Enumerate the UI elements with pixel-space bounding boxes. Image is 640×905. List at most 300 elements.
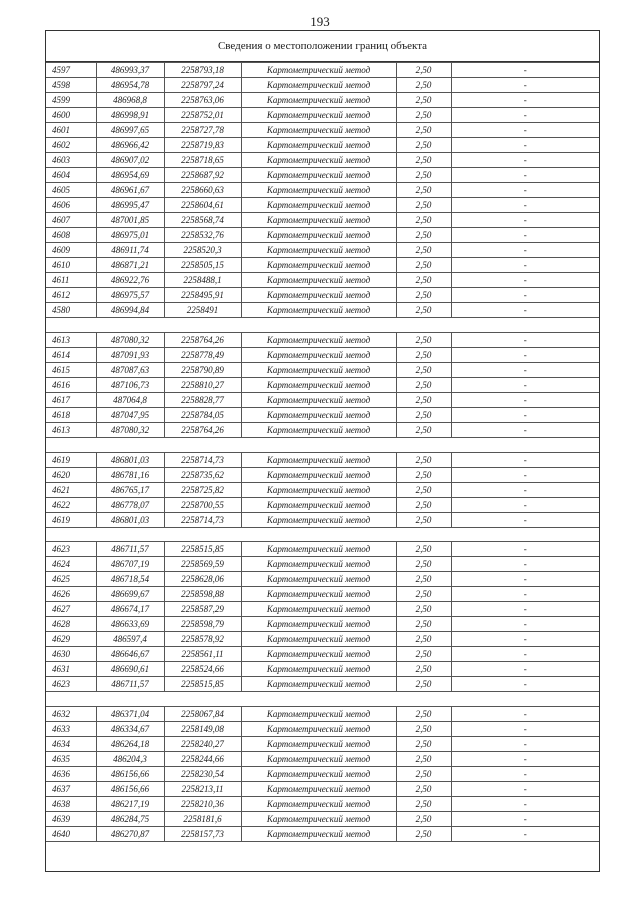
- table-row: [46, 258, 599, 273]
- method-cell: Картометрический метод: [241, 587, 396, 602]
- group-separator-cell: [46, 692, 599, 707]
- accuracy-cell: 2,50: [396, 497, 451, 512]
- table-row: [46, 452, 599, 467]
- point-number-cell: 4619: [46, 452, 96, 467]
- point-number-cell: 4612: [46, 288, 96, 303]
- accuracy-cell: 2,50: [396, 542, 451, 557]
- x-coordinate-cell: 486778,07: [96, 497, 164, 512]
- accuracy-cell: 2,50: [396, 213, 451, 228]
- y-coordinate-cell: 2258714,73: [164, 512, 241, 527]
- point-number-cell: 4636: [46, 767, 96, 782]
- x-coordinate-cell: 487106,73: [96, 377, 164, 392]
- point-number-cell: 4608: [46, 228, 96, 243]
- y-coordinate-cell: 2258149,08: [164, 722, 241, 737]
- accuracy-cell: 2,50: [396, 183, 451, 198]
- point-number-cell: 4622: [46, 497, 96, 512]
- description-cell: -: [451, 213, 599, 228]
- y-coordinate-cell: 2258240,27: [164, 737, 241, 752]
- point-number-cell: 4616: [46, 377, 96, 392]
- description-cell: -: [451, 153, 599, 168]
- description-cell: -: [451, 617, 599, 632]
- description-cell: -: [451, 572, 599, 587]
- table-row: [46, 362, 599, 377]
- description-cell: -: [451, 362, 599, 377]
- y-coordinate-cell: 2258495,91: [164, 288, 241, 303]
- method-cell: Картометрический метод: [241, 482, 396, 497]
- table-row: [46, 213, 599, 228]
- accuracy-cell: 2,50: [396, 722, 451, 737]
- method-cell: Картометрический метод: [241, 63, 396, 78]
- method-cell: Картометрический метод: [241, 78, 396, 93]
- point-number-cell: 4626: [46, 587, 96, 602]
- x-coordinate-cell: 486966,42: [96, 138, 164, 153]
- accuracy-cell: 2,50: [396, 752, 451, 767]
- point-number-cell: 4638: [46, 797, 96, 812]
- x-coordinate-cell: 486204,3: [96, 752, 164, 767]
- group-separator-row: [46, 437, 599, 452]
- accuracy-cell: 2,50: [396, 632, 451, 647]
- method-cell: Картометрический метод: [241, 108, 396, 123]
- y-coordinate-cell: 2258524,66: [164, 662, 241, 677]
- description-cell: -: [451, 512, 599, 527]
- description-cell: -: [451, 542, 599, 557]
- table-row: [46, 183, 599, 198]
- point-number-cell: 4629: [46, 632, 96, 647]
- table-row: [46, 377, 599, 392]
- accuracy-cell: 2,50: [396, 827, 451, 842]
- method-cell: Картометрический метод: [241, 767, 396, 782]
- y-coordinate-cell: 2258718,65: [164, 153, 241, 168]
- x-coordinate-cell: 486633,69: [96, 617, 164, 632]
- table-row: [46, 108, 599, 123]
- point-number-cell: 4602: [46, 138, 96, 153]
- point-number-cell: 4611: [46, 273, 96, 288]
- y-coordinate-cell: 2258810,27: [164, 377, 241, 392]
- method-cell: Картометрический метод: [241, 123, 396, 138]
- table-row: [46, 467, 599, 482]
- x-coordinate-cell: 486270,87: [96, 827, 164, 842]
- y-coordinate-cell: 2258764,26: [164, 422, 241, 437]
- accuracy-cell: 2,50: [396, 617, 451, 632]
- y-coordinate-cell: 2258784,05: [164, 407, 241, 422]
- description-cell: -: [451, 797, 599, 812]
- method-cell: Картометрический метод: [241, 467, 396, 482]
- y-coordinate-cell: 2258561,11: [164, 647, 241, 662]
- method-cell: Картометрический метод: [241, 632, 396, 647]
- method-cell: Картометрический метод: [241, 422, 396, 437]
- method-cell: Картометрический метод: [241, 647, 396, 662]
- x-coordinate-cell: 486711,57: [96, 542, 164, 557]
- table-row: [46, 677, 599, 692]
- y-coordinate-cell: 2258568,74: [164, 213, 241, 228]
- accuracy-cell: 2,50: [396, 677, 451, 692]
- description-cell: -: [451, 647, 599, 662]
- y-coordinate-cell: 2258515,85: [164, 677, 241, 692]
- accuracy-cell: 2,50: [396, 797, 451, 812]
- point-number-cell: 4631: [46, 662, 96, 677]
- method-cell: Картометрический метод: [241, 198, 396, 213]
- x-coordinate-cell: 486907,02: [96, 153, 164, 168]
- point-number-cell: 4635: [46, 752, 96, 767]
- point-number-cell: 4606: [46, 198, 96, 213]
- x-coordinate-cell: 486765,17: [96, 482, 164, 497]
- method-cell: Картометрический метод: [241, 347, 396, 362]
- x-coordinate-cell: 486801,03: [96, 452, 164, 467]
- description-cell: -: [451, 93, 599, 108]
- method-cell: Картометрический метод: [241, 557, 396, 572]
- description-cell: -: [451, 258, 599, 273]
- point-number-cell: 4613: [46, 332, 96, 347]
- point-number-cell: 4617: [46, 392, 96, 407]
- accuracy-cell: 2,50: [396, 377, 451, 392]
- method-cell: Картометрический метод: [241, 213, 396, 228]
- table-row: [46, 722, 599, 737]
- x-coordinate-cell: 486217,19: [96, 797, 164, 812]
- method-cell: Картометрический метод: [241, 228, 396, 243]
- description-cell: -: [451, 452, 599, 467]
- table-row: [46, 617, 599, 632]
- method-cell: Картометрический метод: [241, 497, 396, 512]
- x-coordinate-cell: 487064,8: [96, 392, 164, 407]
- method-cell: Картометрический метод: [241, 332, 396, 347]
- x-coordinate-cell: 487080,32: [96, 332, 164, 347]
- table-row: [46, 392, 599, 407]
- description-cell: -: [451, 78, 599, 93]
- point-number-cell: 4632: [46, 707, 96, 722]
- point-number-cell: 4624: [46, 557, 96, 572]
- y-coordinate-cell: 2258598,79: [164, 617, 241, 632]
- table-row: [46, 812, 599, 827]
- point-number-cell: 4598: [46, 78, 96, 93]
- point-number-cell: 4628: [46, 617, 96, 632]
- y-coordinate-cell: 2258181,6: [164, 812, 241, 827]
- table-row: [46, 63, 599, 78]
- point-number-cell: 4604: [46, 168, 96, 183]
- y-coordinate-cell: 2258727,78: [164, 123, 241, 138]
- x-coordinate-cell: 486911,74: [96, 243, 164, 258]
- description-cell: -: [451, 377, 599, 392]
- accuracy-cell: 2,50: [396, 332, 451, 347]
- description-cell: -: [451, 123, 599, 138]
- x-coordinate-cell: 486995,47: [96, 198, 164, 213]
- point-number-cell: 4633: [46, 722, 96, 737]
- y-coordinate-cell: 2258578,92: [164, 632, 241, 647]
- y-coordinate-cell: 2258763,06: [164, 93, 241, 108]
- method-cell: Картометрический метод: [241, 452, 396, 467]
- x-coordinate-cell: 486264,18: [96, 737, 164, 752]
- x-coordinate-cell: 486334,67: [96, 722, 164, 737]
- accuracy-cell: 2,50: [396, 362, 451, 377]
- x-coordinate-cell: 486975,57: [96, 288, 164, 303]
- method-cell: Картометрический метод: [241, 303, 396, 318]
- description-cell: -: [451, 243, 599, 258]
- method-cell: Картометрический метод: [241, 258, 396, 273]
- y-coordinate-cell: 2258628,06: [164, 572, 241, 587]
- description-cell: -: [451, 707, 599, 722]
- accuracy-cell: 2,50: [396, 198, 451, 213]
- description-cell: -: [451, 602, 599, 617]
- y-coordinate-cell: 2258764,26: [164, 332, 241, 347]
- accuracy-cell: 2,50: [396, 138, 451, 153]
- method-cell: Картометрический метод: [241, 512, 396, 527]
- x-coordinate-cell: 486954,78: [96, 78, 164, 93]
- description-cell: -: [451, 662, 599, 677]
- x-coordinate-cell: 486597,4: [96, 632, 164, 647]
- accuracy-cell: 2,50: [396, 572, 451, 587]
- y-coordinate-cell: 2258520,3: [164, 243, 241, 258]
- method-cell: Картометрический метод: [241, 153, 396, 168]
- table-row: [46, 737, 599, 752]
- point-number-cell: 4603: [46, 153, 96, 168]
- method-cell: Картометрический метод: [241, 662, 396, 677]
- point-number-cell: 4605: [46, 183, 96, 198]
- coordinates-table-body: [46, 63, 599, 842]
- method-cell: Картометрический метод: [241, 812, 396, 827]
- x-coordinate-cell: 486711,57: [96, 677, 164, 692]
- description-cell: -: [451, 767, 599, 782]
- description-cell: -: [451, 497, 599, 512]
- y-coordinate-cell: 2258515,85: [164, 542, 241, 557]
- x-coordinate-cell: 486994,84: [96, 303, 164, 318]
- point-number-cell: 4580: [46, 303, 96, 318]
- method-cell: Картометрический метод: [241, 707, 396, 722]
- table-row: [46, 782, 599, 797]
- accuracy-cell: 2,50: [396, 407, 451, 422]
- y-coordinate-cell: 2258604,61: [164, 198, 241, 213]
- description-cell: -: [451, 392, 599, 407]
- description-cell: -: [451, 63, 599, 78]
- x-coordinate-cell: 486371,04: [96, 707, 164, 722]
- y-coordinate-cell: 2258752,01: [164, 108, 241, 123]
- table-row: [46, 138, 599, 153]
- y-coordinate-cell: 2258778,49: [164, 347, 241, 362]
- description-cell: -: [451, 198, 599, 213]
- method-cell: Картометрический метод: [241, 243, 396, 258]
- point-number-cell: 4639: [46, 812, 96, 827]
- group-separator-cell: [46, 437, 599, 452]
- y-coordinate-cell: 2258660,63: [164, 183, 241, 198]
- y-coordinate-cell: 2258587,29: [164, 602, 241, 617]
- x-coordinate-cell: 486718,54: [96, 572, 164, 587]
- table-row: [46, 827, 599, 842]
- accuracy-cell: 2,50: [396, 662, 451, 677]
- accuracy-cell: 2,50: [396, 168, 451, 183]
- y-coordinate-cell: 2258719,83: [164, 138, 241, 153]
- x-coordinate-cell: 486998,91: [96, 108, 164, 123]
- y-coordinate-cell: 2258157,73: [164, 827, 241, 842]
- description-cell: -: [451, 737, 599, 752]
- page-number: 193: [310, 14, 330, 29]
- accuracy-cell: 2,50: [396, 602, 451, 617]
- coordinates-table: [46, 62, 599, 842]
- method-cell: Картометрический метод: [241, 617, 396, 632]
- y-coordinate-cell: 2258230,54: [164, 767, 241, 782]
- description-cell: -: [451, 812, 599, 827]
- y-coordinate-cell: 2258714,73: [164, 452, 241, 467]
- y-coordinate-cell: 2258210,36: [164, 797, 241, 812]
- accuracy-cell: 2,50: [396, 647, 451, 662]
- y-coordinate-cell: 2258700,55: [164, 497, 241, 512]
- point-number-cell: 4619: [46, 512, 96, 527]
- description-cell: -: [451, 482, 599, 497]
- description-cell: -: [451, 782, 599, 797]
- table-row: [46, 497, 599, 512]
- accuracy-cell: 2,50: [396, 347, 451, 362]
- x-coordinate-cell: 486156,66: [96, 782, 164, 797]
- y-coordinate-cell: 2258725,82: [164, 482, 241, 497]
- group-separator-row: [46, 692, 599, 707]
- y-coordinate-cell: 2258569,59: [164, 557, 241, 572]
- accuracy-cell: 2,50: [396, 123, 451, 138]
- description-cell: -: [451, 138, 599, 153]
- accuracy-cell: 2,50: [396, 737, 451, 752]
- accuracy-cell: 2,50: [396, 228, 451, 243]
- y-coordinate-cell: 2258067,84: [164, 707, 241, 722]
- table-row: [46, 482, 599, 497]
- x-coordinate-cell: 486968,8: [96, 93, 164, 108]
- y-coordinate-cell: 2258828,77: [164, 392, 241, 407]
- y-coordinate-cell: 2258488,1: [164, 273, 241, 288]
- description-cell: -: [451, 827, 599, 842]
- x-coordinate-cell: 486922,76: [96, 273, 164, 288]
- table-row: [46, 797, 599, 812]
- point-number-cell: 4637: [46, 782, 96, 797]
- description-cell: -: [451, 752, 599, 767]
- table-row: [46, 407, 599, 422]
- description-cell: -: [451, 347, 599, 362]
- y-coordinate-cell: 2258735,62: [164, 467, 241, 482]
- accuracy-cell: 2,50: [396, 78, 451, 93]
- y-coordinate-cell: 2258687,92: [164, 168, 241, 183]
- accuracy-cell: 2,50: [396, 707, 451, 722]
- x-coordinate-cell: 486690,61: [96, 662, 164, 677]
- point-number-cell: 4630: [46, 647, 96, 662]
- point-number-cell: 4618: [46, 407, 96, 422]
- table-row: [46, 198, 599, 213]
- accuracy-cell: 2,50: [396, 63, 451, 78]
- x-coordinate-cell: 486871,21: [96, 258, 164, 273]
- accuracy-cell: 2,50: [396, 587, 451, 602]
- method-cell: Картометрический метод: [241, 797, 396, 812]
- x-coordinate-cell: 487087,63: [96, 362, 164, 377]
- method-cell: Картометрический метод: [241, 572, 396, 587]
- accuracy-cell: 2,50: [396, 108, 451, 123]
- y-coordinate-cell: 2258797,24: [164, 78, 241, 93]
- accuracy-cell: 2,50: [396, 288, 451, 303]
- description-cell: -: [451, 108, 599, 123]
- table-row: [46, 93, 599, 108]
- description-cell: -: [451, 168, 599, 183]
- accuracy-cell: 2,50: [396, 512, 451, 527]
- method-cell: Картометрический метод: [241, 542, 396, 557]
- table-row: [46, 542, 599, 557]
- x-coordinate-cell: 487001,85: [96, 213, 164, 228]
- x-coordinate-cell: 486284,75: [96, 812, 164, 827]
- method-cell: Картометрический метод: [241, 93, 396, 108]
- table-row: [46, 632, 599, 647]
- point-number-cell: 4623: [46, 542, 96, 557]
- point-number-cell: 4607: [46, 213, 96, 228]
- point-number-cell: 4640: [46, 827, 96, 842]
- y-coordinate-cell: 2258790,89: [164, 362, 241, 377]
- accuracy-cell: 2,50: [396, 767, 451, 782]
- table-row: [46, 153, 599, 168]
- x-coordinate-cell: 486699,67: [96, 587, 164, 602]
- document-frame: [45, 30, 600, 872]
- x-coordinate-cell: 487091,93: [96, 347, 164, 362]
- accuracy-cell: 2,50: [396, 258, 451, 273]
- accuracy-cell: 2,50: [396, 452, 451, 467]
- table-row: [46, 422, 599, 437]
- accuracy-cell: 2,50: [396, 422, 451, 437]
- table-row: [46, 572, 599, 587]
- method-cell: Картометрический метод: [241, 138, 396, 153]
- group-separator-row: [46, 318, 599, 333]
- table-row: [46, 752, 599, 767]
- accuracy-cell: 2,50: [396, 782, 451, 797]
- point-number-cell: 4601: [46, 123, 96, 138]
- description-cell: -: [451, 183, 599, 198]
- table-row: [46, 512, 599, 527]
- x-coordinate-cell: 486801,03: [96, 512, 164, 527]
- accuracy-cell: 2,50: [396, 392, 451, 407]
- method-cell: Картометрический метод: [241, 602, 396, 617]
- x-coordinate-cell: 486997,65: [96, 123, 164, 138]
- description-cell: -: [451, 557, 599, 572]
- description-cell: -: [451, 632, 599, 647]
- accuracy-cell: 2,50: [396, 273, 451, 288]
- table-row: [46, 303, 599, 318]
- accuracy-cell: 2,50: [396, 243, 451, 258]
- method-cell: Картометрический метод: [241, 722, 396, 737]
- point-number-cell: 4613: [46, 422, 96, 437]
- method-cell: Картометрический метод: [241, 168, 396, 183]
- group-separator-cell: [46, 318, 599, 333]
- accuracy-cell: 2,50: [396, 482, 451, 497]
- accuracy-cell: 2,50: [396, 557, 451, 572]
- description-cell: -: [451, 467, 599, 482]
- table-row: [46, 243, 599, 258]
- description-cell: -: [451, 228, 599, 243]
- method-cell: Картометрический метод: [241, 273, 396, 288]
- y-coordinate-cell: 2258598,88: [164, 587, 241, 602]
- x-coordinate-cell: 486707,19: [96, 557, 164, 572]
- table-row: [46, 78, 599, 93]
- method-cell: Картометрический метод: [241, 392, 396, 407]
- method-cell: Картометрический метод: [241, 782, 396, 797]
- description-cell: -: [451, 587, 599, 602]
- accuracy-cell: 2,50: [396, 303, 451, 318]
- group-separator-cell: [46, 527, 599, 542]
- description-cell: -: [451, 332, 599, 347]
- y-coordinate-cell: 2258532,76: [164, 228, 241, 243]
- y-coordinate-cell: 2258244,66: [164, 752, 241, 767]
- table-row: [46, 602, 599, 617]
- point-number-cell: 4625: [46, 572, 96, 587]
- x-coordinate-cell: 486156,66: [96, 767, 164, 782]
- y-coordinate-cell: 2258505,15: [164, 258, 241, 273]
- table-row: [46, 587, 599, 602]
- point-number-cell: 4615: [46, 362, 96, 377]
- table-row: [46, 123, 599, 138]
- x-coordinate-cell: 486993,37: [96, 63, 164, 78]
- description-cell: -: [451, 273, 599, 288]
- description-cell: -: [451, 422, 599, 437]
- x-coordinate-cell: 487080,32: [96, 422, 164, 437]
- description-cell: -: [451, 677, 599, 692]
- point-number-cell: 4597: [46, 63, 96, 78]
- table-row: [46, 273, 599, 288]
